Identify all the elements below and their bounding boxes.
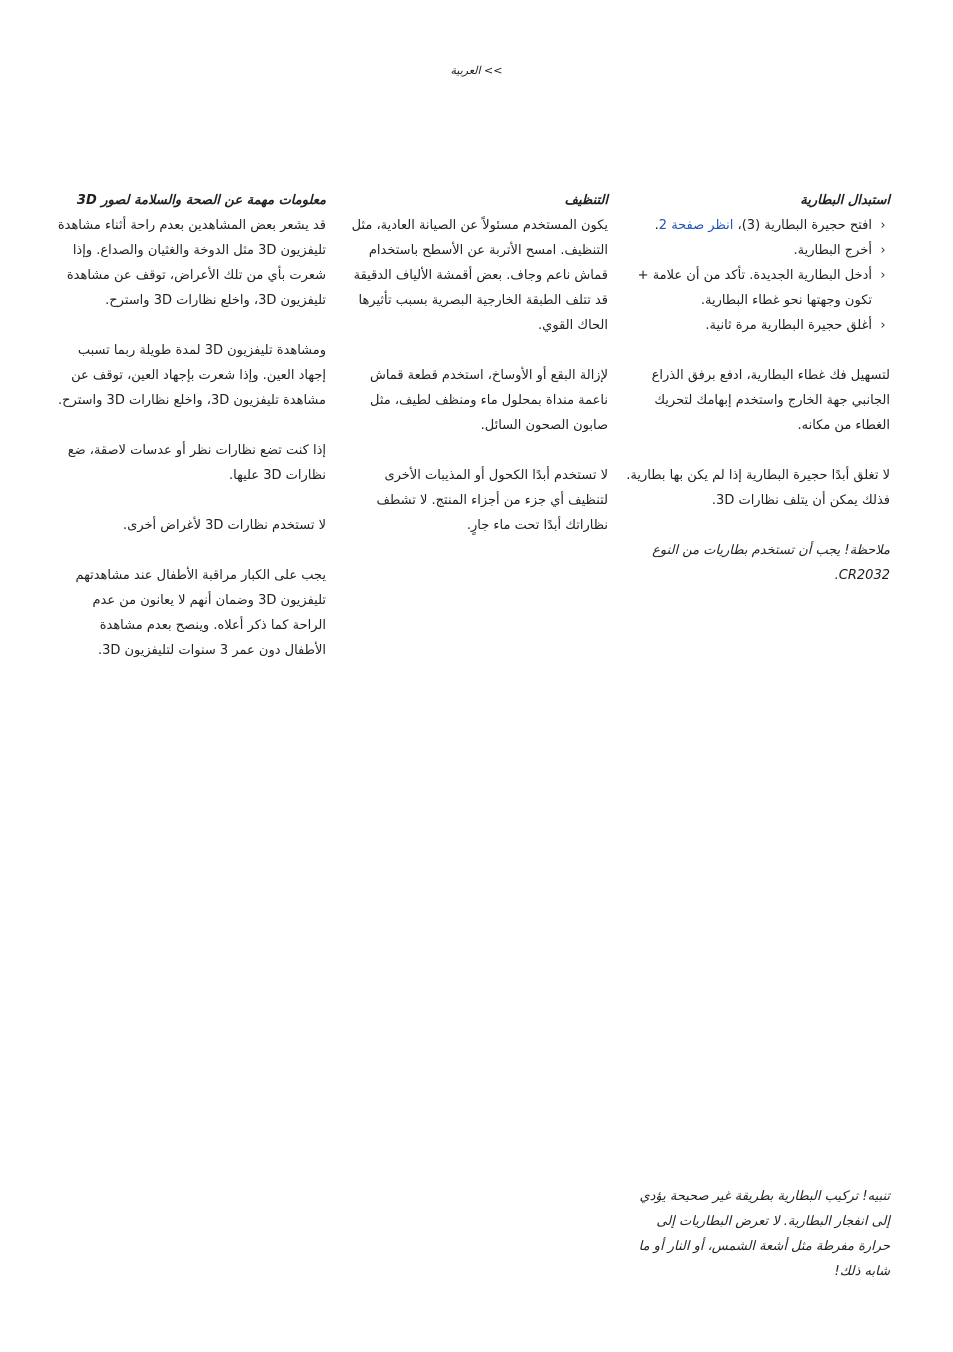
page-2-link[interactable]: انظر صفحة 2 <box>658 218 734 233</box>
health-para-1: قد يشعر بعض المشاهدين بعدم راحة أثناء مشاهدة تليفزيون 3D مثل الدوخة والغثيان والصداع. وإذا شعرت بأي من تلك الأعراض، توقف عن مشاهدة تليفزيون 3D، واخلع نظارات 3D واسترح. <box>57 218 326 308</box>
health-para-5: يجب على الكبار مراقبة الأطفال عند مشاهدتهم تليفزيون 3D وضمان أنهم لا يعانون من عدم الراحة كما ذكر أعلاه. وينصح بعدم مشاهدة الأطفال دون عمر 3 سنوات لتليفزيون 3D. <box>75 568 326 658</box>
step-text: أغلق حجيرة البطارية مرة ثانية. <box>705 318 872 333</box>
chevron-bullet-icon: ‹ <box>880 268 886 283</box>
battery-section <box>625 188 890 588</box>
step-text: أخرج البطارية. <box>793 243 872 258</box>
battery-steps-list <box>625 213 890 338</box>
battery-type-note: ملاحظة! يجب أن تستخدم بطاريات من النوع CR2032. <box>652 543 890 583</box>
battery-cover-tip: لتسهيل فك غطاء البطارية، ادفع برفق الذراع الجانبي جهة الخارج واستخدم إبهامك لتحريك الغطاء من مكانه. <box>651 368 890 433</box>
cleaning-heading: التنظيف <box>564 193 608 208</box>
battery-heading: استبدال البطارية <box>800 193 890 208</box>
chevron-bullet-icon: ‹ <box>880 318 886 333</box>
step-text: افتح حجيرة البطارية (3)، <box>733 218 872 233</box>
battery-step-3 <box>625 263 890 313</box>
health-section <box>56 188 326 663</box>
battery-step-1 <box>625 213 890 238</box>
health-para-3: إذا كنت تضع نظارات نظر أو عدسات لاصقة، ضع نظارات 3D عليها. <box>67 443 326 483</box>
health-heading: معلومات مهمة عن الصحة والسلامة لصور 3D <box>76 193 326 208</box>
chevron-bullet-icon: ‹ <box>880 243 886 258</box>
battery-step-2 <box>625 238 890 263</box>
cleaning-section <box>348 188 608 538</box>
battery-step-4 <box>625 313 890 338</box>
cleaning-para-3: لا تستخدم أبدًا الكحول أو المذيبات الأخرى لتنظيف أي جزء من أجزاء المنتج. لا تشطف نظاراتك أبدًا تحت ماء جارٍ. <box>376 468 608 533</box>
step-text-end: . <box>654 218 659 233</box>
health-para-4: لا تستخدم نظارات 3D لأغراض أخرى. <box>123 518 326 533</box>
chevron-bullet-icon: ‹ <box>880 218 886 233</box>
health-para-2: ومشاهدة تليفزيون 3D لمدة طويلة ربما تسبب إجهاد العين. وإذا شعرت بإجهاد العين، توقف عن مشاهدة تليفزيون 3D، واخلع نظارات 3D واسترح. <box>58 343 326 408</box>
step-text: أدخل البطارية الجديدة. تأكد من أن علامة + تكون وجهتها نحو غطاء البطارية. <box>637 268 872 308</box>
cleaning-para-1: يكون المستخدم مسئولاً عن الصيانة العادية، مثل التنظيف. امسح الأتربة عن الأسطح باستخدام قماش ناعم وجاف. بعض أقمشة الألياف الدقيقة قد تتلف الطبقة الخارجية البصرية بسبب تأثيرها الحاك القوي. <box>351 218 608 333</box>
breadcrumb[interactable]: >> العربية <box>450 64 503 77</box>
battery-explosion-warning: تنبيه! تركيب البطارية بطريقة غير صحيحة يؤدي إلى انفجار البطارية. لا تعرض البطاريات إلى حرارة مفرطة مثل أشعة الشمس، أو النار أو ما شابه ذلك! <box>638 1189 890 1279</box>
battery-empty-warning: لا تغلق أبدًا حجيرة البطارية إذا لم يكن بها بطارية. فذلك يمكن أن يتلف نظارات 3D. <box>626 468 890 508</box>
cleaning-para-2: لإزالة البقع أو الأوساخ، استخدم قطعة قماش ناعمة منداة بمحلول ماء ومنظف لطيف، مثل صابون الصحون السائل. <box>369 368 608 433</box>
